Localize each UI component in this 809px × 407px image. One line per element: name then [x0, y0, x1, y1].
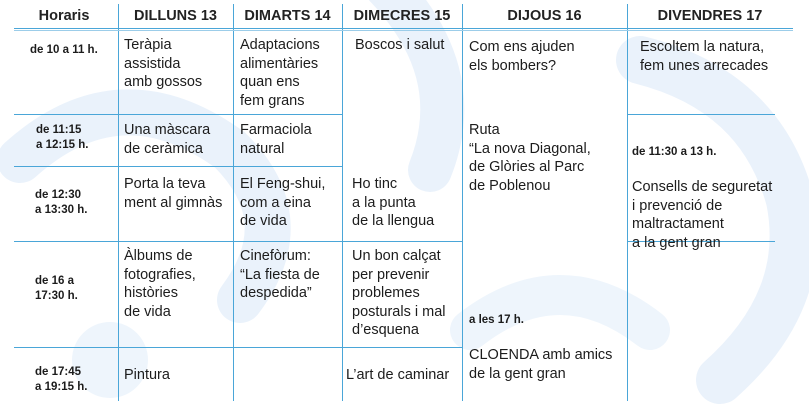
time-slot: de 11:15 a 12:15 h.	[36, 124, 89, 151]
activity-monday: Pintura	[124, 367, 170, 383]
activity-thursday: Com ens ajuden els bombers?	[469, 39, 575, 74]
activity-friday: Escoltem la natura, fem unes arrecades	[640, 39, 769, 74]
grid-line	[14, 30, 793, 31]
header-friday: DIVENDRES 17	[657, 8, 763, 24]
activity-monday: Teràpia assistida amb gossos	[124, 37, 203, 90]
header-thursday: DIJOUS 16	[507, 8, 582, 24]
activity-monday: Una màscara de ceràmica	[124, 122, 211, 157]
header-wednesday: DIMECRES 15	[353, 8, 451, 24]
friday-second-time: de 11:30 a 13 h.	[632, 145, 717, 158]
friday-second-text: Consells de seguretat i prevenció de maltractament a la gent gran	[632, 179, 773, 251]
activity-tuesday: Farmaciola natural	[240, 122, 312, 157]
activity-wednesday: Un bon calçat per prevenir problemes posturals i mal d’esquena	[352, 248, 446, 338]
header-times: Horaris	[38, 8, 90, 24]
header-monday: DILLUNS 13	[134, 8, 217, 24]
grid-line	[14, 28, 793, 29]
time-slot: de 10 a 11 h.	[30, 44, 98, 56]
activity-monday: Porta la teva ment al gimnàs	[124, 176, 223, 211]
activity-monday: Àlbums de fotografies, històries de vida	[124, 248, 196, 320]
grid-line	[627, 114, 775, 115]
activity-wednesday: Ho tinc a la punta de la llengua	[352, 176, 435, 229]
time-slot: de 17:45 a 19:15 h.	[35, 366, 88, 393]
grid-line	[342, 4, 343, 401]
closing-text: CLOENDA amb amics de la gent gran	[469, 347, 613, 382]
grid-line	[627, 4, 628, 401]
time-slot: de 16 a 17:30 h.	[35, 275, 78, 302]
grid-line	[14, 114, 342, 115]
activity-thursday: Ruta “La nova Diagonal, de Glòries al Parc de Poblenou	[469, 122, 591, 194]
grid-line	[233, 4, 234, 401]
grid-line	[462, 4, 463, 401]
activity-thursday-closing	[469, 293, 612, 383]
activity-tuesday: Adaptacions alimentàries quan ens fem grans	[240, 37, 320, 109]
grid-line	[14, 241, 462, 242]
activity-wednesday: Boscos i salut	[355, 37, 445, 53]
closing-time: a les 17 h.	[469, 313, 524, 326]
activity-friday-second	[632, 125, 772, 252]
activity-tuesday: Cinefòrum: “La fiesta de despedida”	[240, 248, 320, 301]
grid-line	[118, 4, 119, 401]
header-tuesday: DIMARTS 14	[244, 8, 331, 24]
grid-line	[14, 166, 342, 167]
activity-tuesday: El Feng-shui, com a eina de vida	[240, 176, 326, 229]
activity-wednesday: L’art de caminar	[346, 367, 450, 383]
grid-line	[14, 347, 462, 348]
time-slot: de 12:30 a 13:30 h.	[35, 189, 88, 216]
